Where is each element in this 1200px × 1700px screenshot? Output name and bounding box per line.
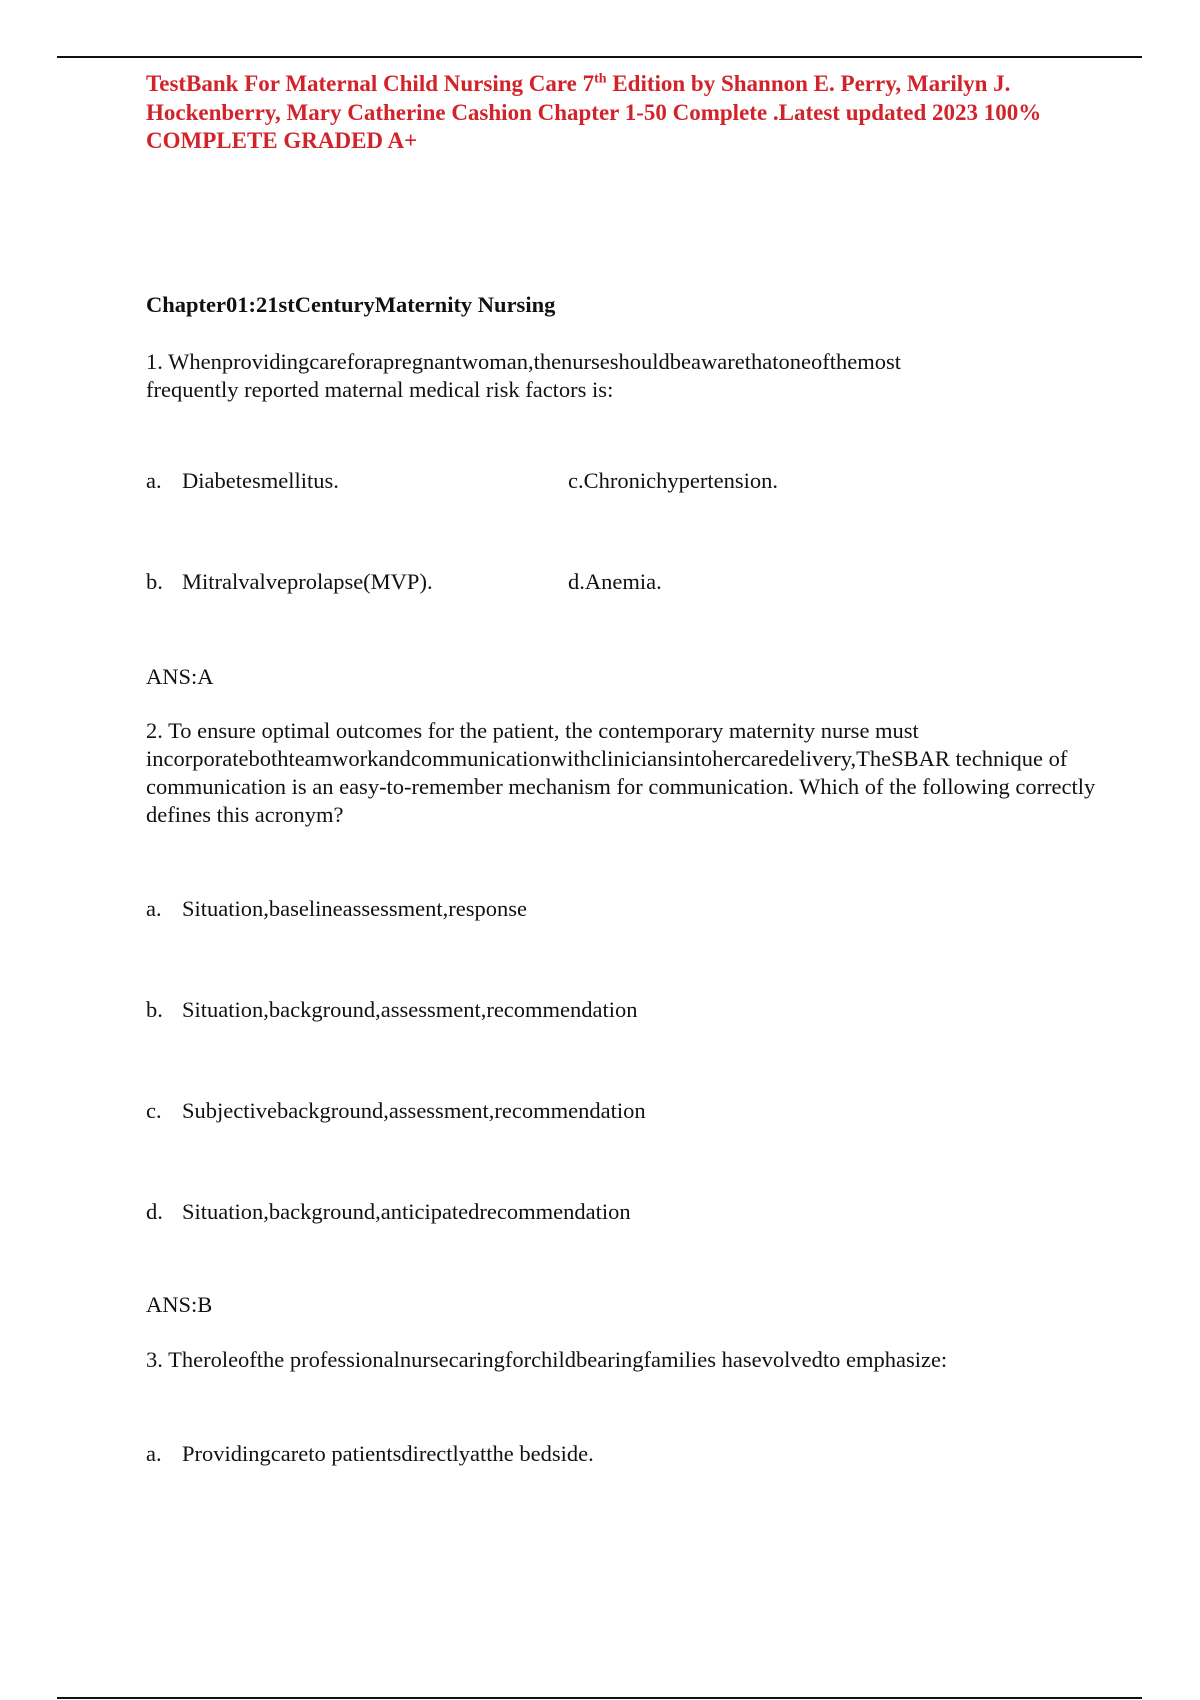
option-letter: c. (146, 1098, 162, 1123)
question-1-text: 1. Whenprovidingcareforapregnantwoman,thenurseshouldbeawarethatoneofthemost frequently reported maternal medical risk factors is: (146, 349, 901, 402)
question-2-answer: ANS:B (146, 1292, 213, 1317)
bottom-rule (57, 1697, 1142, 1699)
question-2-text: 2. To ensure optimal outcomes for the patient, the contemporary maternity nurse must incorporatebothteamworkandcommunicationwithcliniciansintohercaredelivery,TheSBAR technique of communication is an easy-to-remember mechanism for communication. Which of the following correctly defines this acronym? (146, 718, 1096, 827)
option-letter: b. (146, 997, 163, 1022)
top-rule (57, 56, 1142, 58)
question-1-answer: ANS:A (146, 664, 214, 689)
question-1-option-c: c.Chronichypertension. (568, 468, 778, 493)
option-text: Providingcareto patientsdirectlyatthe bedside. (182, 1441, 594, 1466)
option-letter: a. (146, 896, 162, 921)
question-1-option-a (146, 467, 339, 495)
question-1-option-b (146, 568, 433, 596)
question-3-option-a (146, 1440, 594, 1468)
option-text: Subjectivebackground,assessment,recommendation (182, 1098, 646, 1123)
title-superscript: th (594, 71, 607, 87)
option-letter: a. (146, 1441, 162, 1466)
question-1-option-d: d.Anemia. (568, 569, 662, 594)
option-text: Situation,baselineassessment,response (182, 896, 527, 921)
question-2-option-c (146, 1097, 646, 1125)
question-2-option-b (146, 996, 638, 1024)
question-2-option-d (146, 1198, 631, 1226)
option-text: Diabetesmellitus. (182, 468, 339, 493)
document-title: TestBank For Maternal Child Nursing Care 7th Edition by Shannon E. Perry, Marilyn J. Hockenberry, Mary Catherine Cashion Chapter 1-50 Complete .Latest updated 2023 100% COMPLETE GRADED A+ (146, 71, 1042, 153)
option-text: Mitralvalveprolapse(MVP). (182, 569, 433, 594)
option-text: Situation,background,assessment,recommendation (182, 997, 638, 1022)
chapter-heading: Chapter01:21stCenturyMaternity Nursing (146, 292, 556, 317)
question-2-option-a (146, 895, 527, 923)
option-letter: d. (146, 1199, 163, 1224)
option-text: Situation,background,anticipatedrecommendation (182, 1199, 631, 1224)
question-3-text: 3. Theroleofthe professionalnursecaringforchildbearingfamilies hasevolvedto emphasize: (146, 1347, 948, 1372)
option-letter: a. (146, 468, 162, 493)
option-letter: b. (146, 569, 163, 594)
